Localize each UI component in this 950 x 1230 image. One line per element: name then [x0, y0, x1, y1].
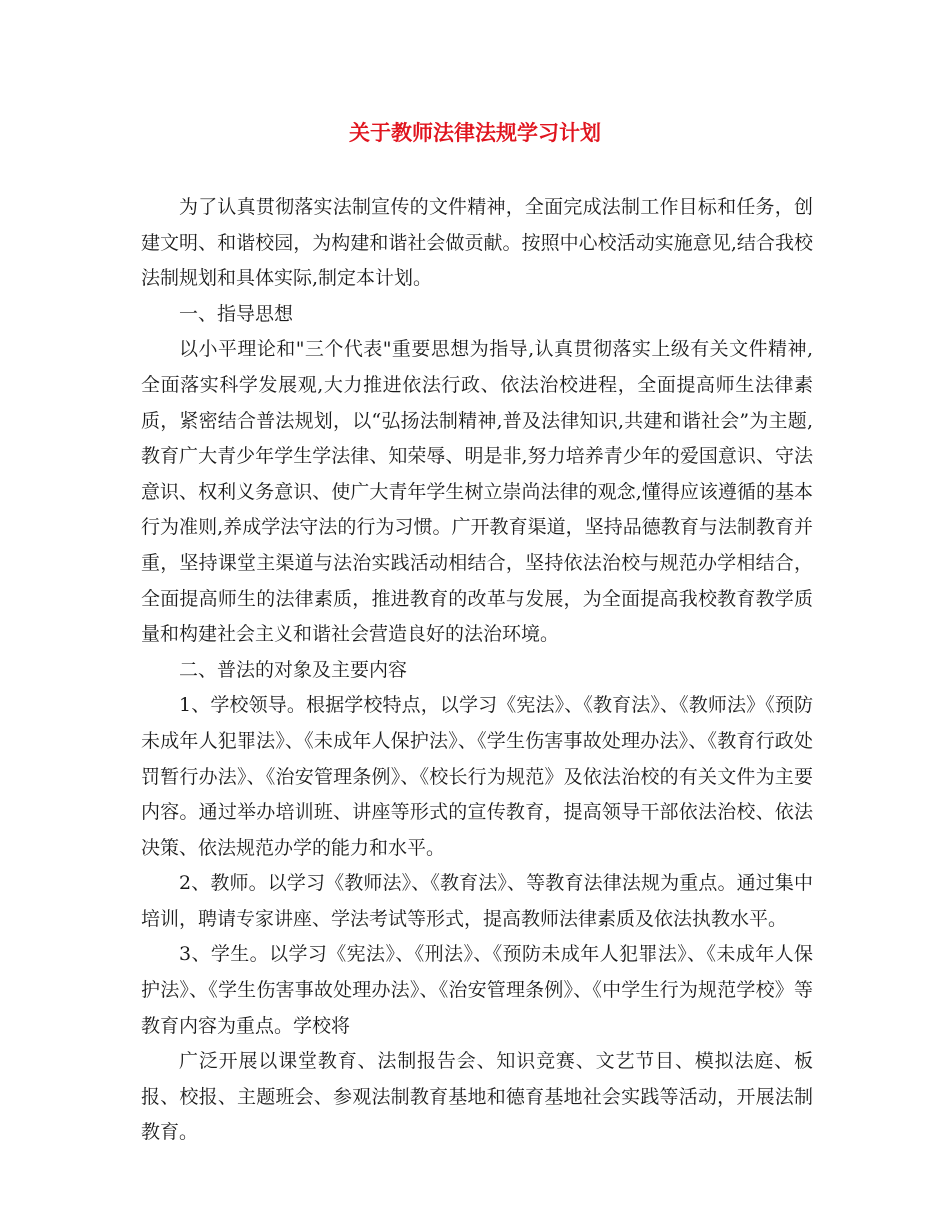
document-body: [141, 190, 813, 1151]
paragraph-school-leaders: 1、学校领导。根据学校特点，以学习《宪法》、《教育法》、《教师法》《预防未成年人犯罪法》、《未成年人保护法》、《学生伤害事故处理办法》、《教育行政处罚暂行办法》、《治安管理条例》、《校长行为规范》及依法治校的有关文件为主要内容。通过举办培训班、讲座等形式的宣传教育，提高领导干部依法治校、依法决策、依法规范办学的能力和水平。: [141, 694, 813, 859]
document-title: 关于教师法律法规学习计划: [349, 121, 601, 145]
paragraph-intro: 为了认真贯彻落实法制宣传的文件精神，全面完成法制工作目标和任务，创建文明、和谐校园，为构建和谐社会做贡献。按照中心校活动实施意见,结合我校法制规划和具体实际,制定本计划。: [141, 196, 813, 290]
section-heading-guiding-ideology: 一、指导思想: [179, 302, 294, 325]
paragraph-students: 3、学生。以学习《宪法》、《刑法》、《预防未成年人犯罪法》、《未成年人保护法》、《学生伤害事故处理办法》、《治安管理条例》、《中学生行为规范学校》等教育内容为重点。学校将: [141, 943, 813, 1037]
section-heading-targets-content: 二、普法的对象及主要内容: [179, 658, 408, 681]
paragraph-activities: 广泛开展以课堂教育、法制报告会、知识竞赛、文艺节目、模拟法庭、板报、校报、主题班会、参观法制教育基地和德育基地社会实践等活动，开展法制教育。: [141, 1050, 813, 1144]
paragraph-teachers: 2、教师。以学习《教师法》、《教育法》、等教育法律法规为重点。通过集中培训，聘请专家讲座、学法考试等形式，提高教师法律素质及依法执教水平。: [141, 872, 813, 930]
paragraph-guiding-ideology: 以小平理论和"三个代表"重要思想为指导,认真贯彻落实上级有关文件精神,全面落实科学发展观,大力推进依法行政、依法治校进程，全面提高师生法律素质，紧密结合普法规划，以“弘扬法制精神,普及法律知识,共建和谐社会”为主题,教育广大青少年学生学法律、知荣辱、明是非,努力培养青少年的爱国意识、守法意识、权利义务意识、使广大青年学生树立崇尚法律的观念,懂得应该遵循的基本行为准则,养成学法守法的行为习惯。广开教育渠道，坚持品德教育与法制教育并重，坚持课堂主渠道与法治实践活动相结合，坚持依法治校与规范办学相结合，全面提高师生的法律素质，推进教育的改革与发展，为全面提高我校教育教学质量和构建社会主义和谐社会营造良好的法治环境。: [141, 338, 813, 646]
